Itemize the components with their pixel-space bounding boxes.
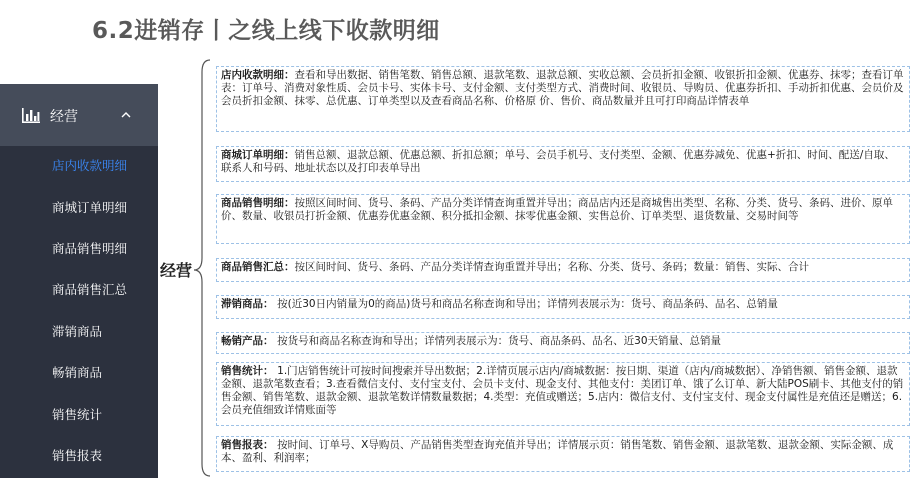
desc-text: 1.门店销售统计可按时间搜索并导出数据；2.详情页展示店内/商城数据：按日期、渠道（店内/商城数据）、净销售额、销售金额、退款金额、退款笔数查看；3.查看微信支付、支付宝支付、会员卡支付、现金支付、其他支付：美团订单、饿了么订单、新大陆POS刷卡、其他支付的销售金额、销售笔数、退款金额、退款笔数详情数量数据；4.类型：充值或赠送；5.店内：微信支付、支付宝支付、现金支付属性是充值还是赠送；6.会员充值细致详情账面等 — [221, 365, 904, 416]
desc-separator: ： — [284, 149, 295, 161]
desc-title: 滞销商品 — [221, 298, 263, 310]
desc-text: 按区间时间、货号、条码、产品分类详情查询重置并导出；名称、分类、货号、条码；数量：销售、实际、合计 — [294, 261, 809, 273]
sidebar-item-label: 商城订单明细 — [52, 200, 128, 215]
page-title: 6.2进销存丨之线上线下收款明细 — [92, 18, 440, 44]
brace-label: 经营 — [160, 261, 193, 280]
desc-box-product-sales-summary — [216, 258, 910, 282]
desc-text: 查看和导出数据、销售笔数、销售总额、退款笔数、退款总额、实收总额、会员折扣金额、收银折扣金额、优惠券、抹零；查看订单表：订单号、消费对象性质、会员卡号、实体卡号、支付金额、支付类型方式、消费时间、收银员、导购员、优惠券折扣、手动折扣优惠、会员价及会员折扣金额、抹零、总优惠、订单类型以及查看商品名称、价格原 价、售价、商品数量并且可打印商品详情表单 — [221, 69, 904, 107]
desc-box-mall-orders — [216, 146, 910, 182]
desc-title: 商品销售明细 — [221, 197, 284, 209]
menu-group-label: 经营 — [50, 109, 78, 125]
sidebar-item-label: 商品销售明细 — [52, 241, 128, 256]
desc-separator: ： — [284, 261, 295, 273]
sidebar-item-store-receipts[interactable] — [0, 146, 158, 186]
desc-text: 按(近30日内销量为0的商品)货号和商品名称查询和导出；详情列表展示为：货号、商品条码、品名、总销量 — [277, 298, 778, 310]
bar-chart-icon — [22, 108, 40, 123]
sidebar-item-label: 销售统计 — [52, 407, 103, 422]
sidebar-item-sales-report[interactable] — [0, 436, 158, 476]
desc-box-best-selling — [216, 332, 910, 354]
sidebar-item-product-sales-detail[interactable] — [0, 229, 158, 269]
desc-separator: ： — [284, 69, 295, 81]
desc-title: 商品销售汇总 — [221, 261, 284, 273]
desc-box-store-receipts — [216, 66, 910, 132]
sidebar-item-label: 销售报表 — [52, 448, 103, 463]
desc-separator: ： — [263, 439, 278, 451]
desc-separator: ： — [263, 298, 278, 310]
sidebar-item-slow-moving[interactable] — [0, 312, 158, 352]
sidebar-item-mall-orders[interactable] — [0, 188, 158, 228]
desc-title: 销售统计 — [221, 365, 263, 377]
sidebar-item-sales-stats[interactable] — [0, 395, 158, 435]
desc-title: 店内收款明细 — [221, 69, 284, 81]
desc-box-product-sales-detail — [216, 194, 910, 244]
sidebar-item-label: 店内收款明细 — [52, 158, 128, 173]
sidebar — [0, 84, 158, 478]
desc-text: 按货号和商品名称查询和导出；详情列表展示为：货号、商品条码、品名、近30天销量、总销量 — [277, 335, 722, 347]
desc-text: 销售总额、退款总额、优惠总额、折扣总额；单号、会员手机号、支付类型、金额、优惠券减免、优惠+折扣、时间、配送/自取、联系人和号码、地址状态以及打印表单导出 — [221, 149, 895, 174]
desc-box-slow-moving — [216, 295, 910, 319]
sidebar-item-best-selling[interactable] — [0, 353, 158, 393]
sidebar-item-label: 滞销商品 — [52, 324, 103, 339]
menu-group-header[interactable] — [0, 84, 158, 146]
chevron-up-icon — [120, 109, 132, 121]
desc-separator: ： — [263, 365, 278, 377]
desc-title: 商城订单明细 — [221, 149, 284, 161]
sidebar-item-label: 商品销售汇总 — [52, 282, 128, 297]
sidebar-item-product-sales-summary[interactable] — [0, 270, 158, 310]
curly-brace — [192, 58, 212, 478]
desc-box-sales-stats — [216, 362, 910, 426]
desc-text: 按照区间时间、货号、条码、产品分类详情查询重置并导出；商品店内还是商城售出类型、名称、分类、货号、条码、进价、原单价、数量、收银员打折金额、优惠券优惠金额、积分抵扣金额、抹零优惠金额、实售总价、订单类型、退货数量、交易时间等 — [221, 197, 893, 222]
desc-text: 按时间、订单号、X导购员、产品销售类型查询充值并导出；详情展示页：销售笔数、销售金额、退款笔数、退款金额、实际金额、成本、盈利、利润率； — [221, 439, 894, 464]
desc-separator: ： — [263, 335, 278, 347]
desc-title: 销售报表 — [221, 439, 263, 451]
desc-title: 畅销产品 — [221, 335, 263, 347]
sidebar-item-label: 畅销商品 — [52, 365, 103, 380]
desc-separator: ： — [284, 197, 295, 209]
desc-box-sales-report — [216, 436, 910, 472]
